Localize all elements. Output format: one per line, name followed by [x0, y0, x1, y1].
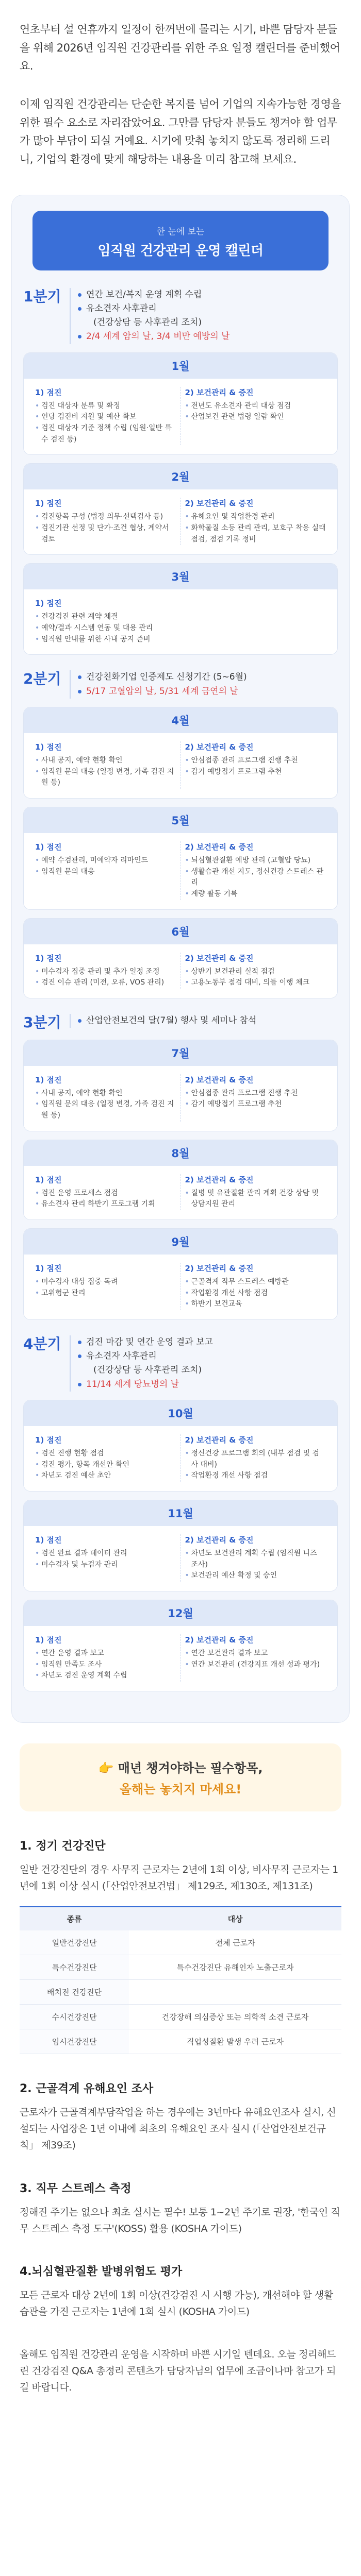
task-list: [35, 1548, 176, 1570]
month-checkup-column: [31, 1074, 180, 1122]
table-cell: 직업성질환 발생 우려 근로자: [129, 2029, 341, 2054]
quarter-event-list: [70, 1335, 338, 1392]
task-item: • 정신건강 프로그램 회의 (내부 점검 및 검사 대비): [185, 1448, 326, 1470]
task-item: • 감기 예방접기 프로그램 추천: [185, 767, 326, 778]
quarter-summary: [23, 1014, 338, 1031]
quarter-event: 유소견자 사후관리: [78, 1349, 338, 1363]
month-body: [24, 733, 337, 798]
month-body: [24, 1166, 337, 1219]
task-item: • 검진 이슈 관리 (미전, 오류, VOS 관리): [35, 977, 176, 989]
month-title: 1월: [24, 353, 337, 379]
task-item: • 고용노동부 점검 대비, 의들 이행 체크: [185, 977, 326, 989]
column-title: 2) 보건관리 & 증진: [185, 1075, 254, 1084]
task-list: [35, 512, 176, 545]
section-paragraph: 모든 근로자 대상 2년에 1회 이상(건강검진 시 시행 가능), 개선해야 할 생활습관을 가진 근로자는 1년에 1회 실시 (KOSHA 가이드): [20, 2290, 333, 2318]
table-header: 대상: [129, 1907, 341, 1930]
task-list: [35, 967, 176, 989]
table-cell: 임시건강진단: [20, 2029, 129, 2054]
quarter-block: [12, 1335, 349, 1691]
column-title: 1) 점진: [35, 1075, 62, 1084]
column-title: 2) 보건관리 & 증진: [185, 387, 254, 397]
table-cell: [129, 1979, 341, 2004]
section-paragraph: 근로자가 근골격계부담작업을 하는 경우에는 3년마다 유해요인조사 실시, 신설되는 사업장은 1년 이내에 최초의 유해요인 조사 실시 (「산업안전보건규칙」 제39조): [20, 2106, 336, 2151]
task-item: • 검진 진행 현황 점검: [35, 1448, 176, 1460]
calendar-header: [32, 211, 329, 270]
task-item: • 임직원 문의 대응 (일정 변경, 가족 검진 지원 등): [35, 767, 176, 789]
task-list: [35, 1448, 176, 1482]
section-title: 3. 직무 스트레스 측정: [20, 2182, 132, 2195]
quarter-event: 2/4 세계 암의 날, 3/4 비만 예방의 날: [78, 330, 338, 344]
column-title: 2) 보건관리 & 증진: [185, 1635, 254, 1645]
table-cell: 배치전 건강진단: [20, 1979, 129, 2004]
task-list: [185, 967, 326, 989]
column-title: 1) 점진: [35, 1175, 62, 1184]
column-title: 1) 점진: [35, 387, 62, 397]
month-card: [23, 1400, 338, 1492]
task-item: • 미수검자 및 누검자 관리: [35, 1560, 176, 1571]
month-card: [23, 563, 338, 655]
quarter-summary: [23, 1335, 338, 1392]
month-health-column: [180, 1263, 331, 1310]
table-header: 종류: [20, 1907, 129, 1930]
task-list: [185, 512, 326, 545]
month-title: 4월: [24, 707, 337, 733]
task-list: [185, 855, 326, 900]
column-title: 2) 보건관리 & 증진: [185, 742, 254, 752]
month-checkup-column: [31, 1634, 180, 1682]
quarter-event: 검진 마감 및 연간 운영 결과 보고: [78, 1335, 338, 1349]
quarter-label: 1분기: [23, 287, 61, 305]
task-list: [185, 401, 326, 423]
task-item: • 유소견자 관리 하반기 프로그램 기획: [35, 1199, 176, 1210]
quarter-event: 5/17 고혈압의 날, 5/31 세계 금연의 날: [78, 685, 338, 699]
task-list: [35, 855, 176, 877]
reminder-highlight: 올해는 놓치지 마세요!: [119, 1782, 242, 1797]
info-section: [0, 1837, 361, 2054]
table-row: [20, 1930, 341, 1955]
month-card: [23, 1500, 338, 1591]
quarter-event: 유소견자 사후관리: [78, 302, 338, 316]
month-checkup-column: [31, 598, 330, 645]
column-title: 1) 점진: [35, 953, 62, 963]
task-list: [185, 1548, 326, 1582]
month-title: 9월: [24, 1229, 337, 1255]
column-title: 2) 보건관리 & 증진: [185, 1535, 254, 1545]
task-item: • 임직원 안내를 위한 사내 공지 준비: [35, 634, 326, 646]
task-item: • 예약/결과 시스템 연동 및 대용 관리: [35, 623, 326, 634]
column-title: 2) 보건관리 & 증진: [185, 1264, 254, 1274]
quarter-list: [12, 288, 349, 1691]
table-cell: 수시건강진단: [20, 2004, 129, 2029]
month-title: 7월: [24, 1040, 337, 1066]
table-cell: 일반건강진단: [20, 1930, 129, 1955]
quarter-event: (건강상담 등 사후관리 조치): [93, 317, 202, 328]
column-title: 1) 점진: [35, 599, 62, 608]
section-title: 4.뇌심혈관질환 발병위험도 평가: [20, 2265, 183, 2279]
column-title: 1) 점진: [35, 742, 62, 752]
column-title: 2) 보건관리 & 증진: [185, 1435, 254, 1445]
month-title: 12월: [24, 1600, 337, 1626]
table-row: [20, 2029, 341, 2054]
task-item: • 화학물질 소등 관리 관리, 보호구 착용 실태 점검, 점검 기록 정비: [185, 523, 326, 545]
task-list: [35, 1648, 176, 1682]
section-paragraph: 일반 건강진단의 경우 사무직 근로자는 2년에 1회 이상, 비사무직 근로자는 1년에 1회 이상 실시 (「산업안전보건법」 제129조, 제130조, 제131조): [20, 1864, 338, 1892]
quarter-event: (건강상담 등 사후관리 조치): [93, 1365, 202, 1376]
task-item: • 계량 활동 기록: [185, 889, 326, 900]
task-item: • 임직원 문의 대응 (일정 변경, 가족 검진 지원 등): [35, 1099, 176, 1121]
month-title: 6월: [24, 919, 337, 944]
task-item: • 안심접종 관리 프로그램 진행 추천: [185, 1088, 326, 1099]
month-checkup-column: [31, 1534, 180, 1582]
month-title: 2월: [24, 464, 337, 489]
task-item: • 뇌심혈관질환 예방 관리 (고혈압 당뇨): [185, 855, 326, 867]
quarter-block: [12, 1014, 349, 1320]
intro-paragraph: 연초부터 설 연휴까지 일정이 한꺼번에 몰리는 시기, 바쁜 담당자 분들을 위해 2026년 임직원 건강관리를 위한 주요 일정 캘린더를 준비했어요.: [20, 23, 340, 73]
task-item: • 검진항목 구성 (법정 의무·선택검사 등): [35, 512, 176, 523]
task-list: [185, 1188, 326, 1210]
task-item: • 보건관리 예산 확정 및 승인: [185, 1570, 326, 1582]
outro: [0, 2346, 361, 2396]
info-section: [0, 2080, 361, 2154]
column-title: 1) 점진: [35, 1435, 62, 1445]
task-list: [185, 1277, 326, 1310]
task-item: • 안심접종 관리 프로그램 진행 추천: [185, 755, 326, 767]
task-item: • 작업환경 개선 사항 점검: [185, 1288, 326, 1299]
month-body: [24, 1255, 337, 1319]
task-list: [185, 755, 326, 777]
task-item: • 전년도 유소견자 관리 대상 점검: [185, 401, 326, 412]
month-body: [24, 489, 337, 554]
task-item: • 연간 보건관리 결과 보고: [185, 1648, 326, 1659]
month-checkup-column: [31, 741, 180, 789]
task-list: [35, 755, 176, 789]
month-card: [23, 918, 338, 998]
task-item: • 인당 검진비 지원 및 예산 확보: [35, 412, 176, 423]
month-health-column: [180, 1074, 331, 1122]
table-cell: 건강장해 의심증상 또는 의학적 소견 근로자: [129, 2004, 341, 2029]
table-cell: 특수건강진단 유해인자 노출근로자: [129, 1955, 341, 1979]
task-item: • 상반기 보건관리 실적 점검: [185, 967, 326, 978]
task-item: • 검진 운영 프로세스 점검: [35, 1188, 176, 1199]
month-checkup-column: [31, 498, 180, 545]
column-title: 1) 점진: [35, 499, 62, 509]
month-card: [23, 1140, 338, 1220]
quarter-event-list: [70, 1014, 338, 1028]
quarter-label: 4분기: [23, 1335, 61, 1353]
task-item: • 고위험군 관리: [35, 1288, 176, 1299]
column-title: 1) 점진: [35, 1635, 62, 1645]
column-title: 1) 점진: [35, 1535, 62, 1545]
outro-paragraph: 올해도 임직원 건강관리 운영을 시작하며 바쁜 시기일 텐데요. 오늘 정리해드린 건강검진 Q&A 총정리 콘텐츠가 담당자님의 업무에 조금이나마 참고가 되길 바랍니다.: [20, 2348, 336, 2394]
month-body: [24, 833, 337, 909]
table-row: [20, 2004, 341, 2029]
task-item: • 유해요인 및 작업환경 관리: [185, 512, 326, 523]
month-health-column: [180, 841, 331, 900]
task-item: • 사내 공지, 예약 현황 확인: [35, 755, 176, 767]
month-title: 11월: [24, 1500, 337, 1526]
calendar-subtitle: 한 눈에 보는: [156, 226, 205, 237]
task-item: • 질병 및 유관질환 관리 계획 건강 상담 및 상담지원 관리: [185, 1188, 326, 1210]
table-row: [20, 1955, 341, 1979]
reminder-banner: [20, 1743, 341, 1811]
task-item: • 연간 보건관리 (건강지표 개선 성과 평가): [185, 1659, 326, 1671]
task-item: • 생활습관 개선 지도, 정신건강 스트레스 관리: [185, 867, 326, 889]
task-item: • 차년도 검진 예산 초안: [35, 1470, 176, 1482]
quarter-event: 11/14 세계 당뇨병의 날: [78, 1378, 338, 1392]
info-section: [0, 2180, 361, 2238]
month-health-column: [180, 498, 331, 545]
month-card: [23, 707, 338, 799]
month-title: 3월: [24, 564, 337, 589]
task-item: • 임직원 만족도 조사: [35, 1659, 176, 1671]
section-title: 1. 정기 건강진단: [20, 1840, 106, 1853]
task-item: • 검진기관 선정 및 단가·조건 협상, 계약서 검토: [35, 523, 176, 545]
month-health-column: [180, 1634, 331, 1682]
month-body: [24, 1626, 337, 1691]
quarter-block: [12, 288, 349, 655]
month-body: [24, 1426, 337, 1491]
table-cell: 전체 근로자: [129, 1930, 341, 1955]
task-item: • 근골격계 직무 스트레스 예방관: [185, 1277, 326, 1288]
section-list: [0, 1837, 361, 2320]
calendar-card: [11, 195, 350, 1723]
task-item: • 사내 공지, 예약 현황 확인: [35, 1088, 176, 1099]
quarter-event: 산업안전보건의 달(7월) 행사 및 세미나 참석: [78, 1014, 338, 1028]
column-title: 2) 보건관리 & 증진: [185, 953, 254, 963]
month-title: 10월: [24, 1400, 337, 1426]
task-item: • 검진 대상자 분류 및 확정: [35, 401, 176, 412]
month-title: 8월: [24, 1140, 337, 1166]
task-list: [35, 1277, 176, 1299]
month-card: [23, 352, 338, 455]
task-item: • 산업보건 관련 법령 일람 확인: [185, 412, 326, 423]
quarter-summary: [23, 288, 338, 344]
month-card: [23, 1228, 338, 1320]
table-row: [20, 1979, 341, 2004]
task-item: • 미수검자 대상 집중 독려: [35, 1277, 176, 1288]
task-item: • 예약 수검관리, 미예약자 리마인드: [35, 855, 176, 867]
task-list: [185, 1088, 326, 1110]
quarter-label: 2분기: [23, 670, 61, 688]
task-item: • 하반기 보건교육: [185, 1299, 326, 1310]
calendar-title: 임직원 건강관리 운영 캘린더: [97, 243, 264, 259]
quarter-summary: [23, 670, 338, 698]
month-card: [23, 1600, 338, 1691]
column-title: 1) 점진: [35, 842, 62, 852]
task-list: [185, 1448, 326, 1482]
reminder-line: 👉 매년 챙겨야하는 필수항목,: [98, 1761, 263, 1776]
month-health-column: [180, 741, 331, 789]
month-health-column: [180, 953, 331, 989]
column-title: 2) 보건관리 & 증진: [185, 499, 254, 509]
month-body: [24, 1066, 337, 1131]
month-checkup-column: [31, 1174, 180, 1210]
month-card: [23, 807, 338, 910]
month-body: [24, 589, 337, 654]
column-title: 1) 점진: [35, 1264, 62, 1274]
quarter-event: 건강친화기업 인증제도 신청기간 (5~6월): [78, 670, 338, 684]
column-title: 2) 보건관리 & 증진: [185, 1175, 254, 1184]
task-item: • 검진 평가, 항목 개선안 확인: [35, 1460, 176, 1471]
task-item: • 미수검자 집중 관리 및 추가 일정 조정: [35, 967, 176, 978]
task-list: [35, 612, 326, 645]
column-title: 2) 보건관리 & 증진: [185, 842, 254, 852]
task-list: [35, 1188, 176, 1210]
table-cell: 특수건강진단: [20, 1955, 129, 1979]
month-health-column: [180, 387, 331, 446]
quarter-event-list: [70, 288, 338, 344]
month-health-column: [180, 1174, 331, 1210]
intro: [0, 0, 361, 169]
month-body: [24, 379, 337, 455]
month-health-column: [180, 1534, 331, 1582]
quarter-block: [12, 670, 349, 998]
month-checkup-column: [31, 1263, 180, 1310]
month-health-column: [180, 1434, 331, 1482]
task-item: • 연간 운영 결과 보고: [35, 1648, 176, 1659]
month-body: [24, 944, 337, 998]
task-item: • 감기 예방접기 프로그램 추천: [185, 1099, 326, 1110]
task-item: • 작업환경 개선 사항 점검: [185, 1470, 326, 1482]
task-item: • 임직원 문의 대응: [35, 867, 176, 878]
info-section: [0, 2263, 361, 2320]
month-checkup-column: [31, 841, 180, 900]
task-item: • 차년도 보건관리 계획 수립 (임직원 니즈 조사): [185, 1548, 326, 1570]
checkup-table: [20, 1906, 341, 2054]
task-item: • 건강검진 관련 계약 체결: [35, 612, 326, 623]
month-card: [23, 463, 338, 555]
month-checkup-column: [31, 387, 180, 446]
month-card: [23, 1040, 338, 1131]
quarter-event-list: [70, 670, 338, 698]
section-title: 2. 근골격계 유해요인 조사: [20, 2082, 154, 2095]
quarter-event: 연간 보건/복지 운영 계획 수립: [78, 288, 338, 302]
task-list: [185, 1648, 326, 1670]
task-list: [35, 401, 176, 446]
month-title: 5월: [24, 807, 337, 833]
task-item: • 검진 대상자 기준 정책 수립 (임원·일반 특수 검진 등): [35, 423, 176, 445]
intro-paragraph: 이제 임직원 건강관리는 단순한 복지를 넘어 기업의 지속가능한 경영을 위한 필수 요소로 자리잡았어요. 그만큼 담당자 분들도 챙겨야 할 업무가 많아 부담이 되실 거예요. 시기에 맞춰 놓치지 않도록 정리해 드리니, 기업의 환경에 맞게 해당하는 내용을 미리 참고해 보세요.: [20, 98, 341, 166]
table-header-row: [20, 1907, 341, 1930]
section-paragraph: 정해진 주기는 없으나 최초 실시는 필수! 보통 1~2년 주기로 권장, '한국인 직무 스트레스 측정 도구'(KOSS) 활용 (KOSHA 가이드): [20, 2206, 340, 2234]
month-checkup-column: [31, 953, 180, 989]
month-body: [24, 1526, 337, 1591]
task-item: • 검진 완료 결과 데이터 관리: [35, 1548, 176, 1560]
quarter-label: 3분기: [23, 1014, 61, 1031]
task-item: • 차년도 검진 운영 계획 수립: [35, 1670, 176, 1682]
month-checkup-column: [31, 1434, 180, 1482]
task-list: [35, 1088, 176, 1122]
